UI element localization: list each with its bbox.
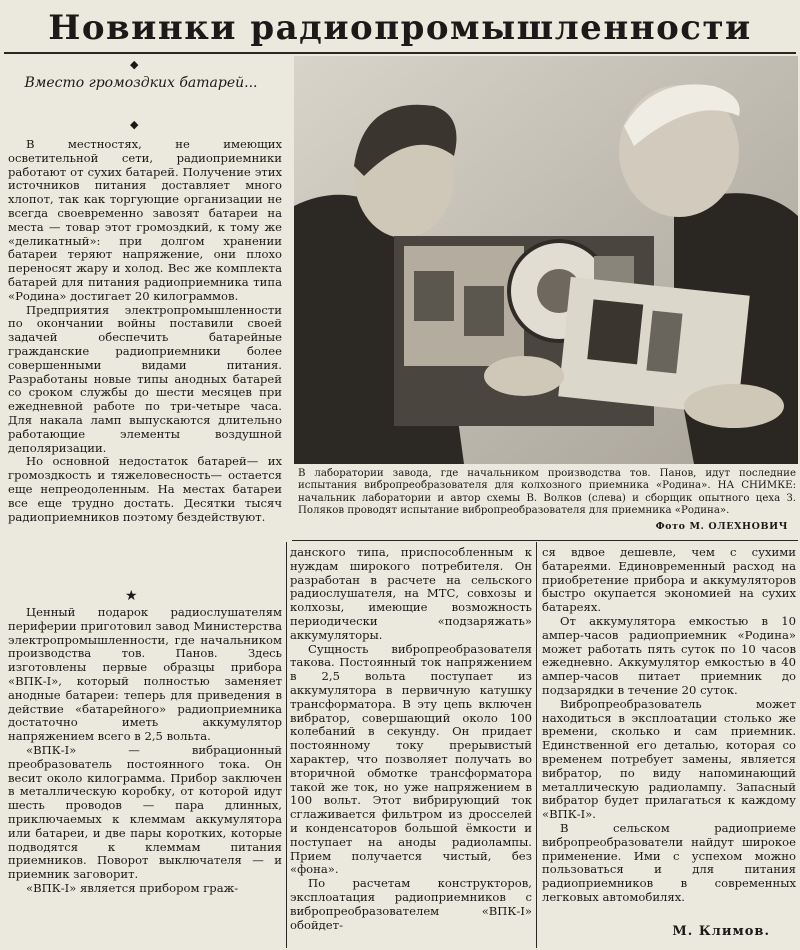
paragraph: Но основной недостаток батарей— их громоздкость и тяжеловесность— остается еще непреодоленным. На местах батареи все еще трудно достать. Десятки тысяч радиоприемников поэтому бездействуют. bbox=[8, 454, 282, 524]
diamond-ornament-top: ◆ bbox=[130, 58, 139, 71]
author-signature: М. Климов. bbox=[672, 924, 770, 939]
star-separator: ★ bbox=[125, 588, 138, 604]
right-column bbox=[542, 546, 796, 920]
column-rule-left bbox=[286, 542, 287, 948]
paragraph: «ВПК-I» является прибором граж- bbox=[26, 880, 239, 895]
paragraph: ся вдвое дешевле, чем с сухими батареями. Единовременный расход на приобретение прибора и аккумуляторов быстро окупается экономией на сухих батареях. bbox=[542, 546, 796, 615]
paragraph: По расчетам конструкторов, эксплоатация радиоприемников с вибропреобразователем «ВПК-I» обойдет- bbox=[290, 876, 532, 932]
top-rule bbox=[4, 52, 796, 54]
middle-column bbox=[290, 546, 532, 948]
paragraph: «ВПК-I» — вибрационный преобразователь постоянного тока. Он весит около килограмма. Прибор заключен в металлическую коробку, от которой идут шесть проводов — пара длинных, приключаемых к клеммам аккумулятора или батареи, и две пары коротких, которые подводятся к клеммам питания приемников. Поворот выключателя — и приемник заговорит. bbox=[8, 742, 282, 882]
photo-caption: В лаборатории завода, где начальником производства тов. Панов, идут последние испытания вибропреобразователя для колхозного приемника «Родина». НА СНИМКЕ: начальник лаборатории и автор схемы В. Волков (слева) и сборщик опытного цеха З. Поляков проводят испытание вибропреобразователя для приемника «Родина». bbox=[298, 468, 796, 517]
diamond-ornament-bottom: ◆ bbox=[130, 118, 139, 131]
left-column-top bbox=[8, 138, 282, 586]
article-headline: Новинки радиопромышленности bbox=[48, 8, 752, 48]
paragraph: Вибропреобразователь может находиться в эксплоатации столько же времени, сколько и сам приемник. Единственной его деталью, которая со временем потребует замены, является вибратор, по виду напоминающий металлическую радиолампу. Запасный вибратор будет прилагаться к каждому «ВПК-I». bbox=[542, 696, 796, 822]
paragraph: В местностях, не имеющих осветительной сети, радиоприемники работают от сухих батарей. Получение этих источников питания доставляет много хлопот, так как торгующие организации не всегда своевременно завозят батареи на места — товар этот громоздкий, к тому же «деликатный»: при долгом хранении батареи теряют напряжение, они плохо переносят жару и холод. Вес же комплекта батарей для питания радиоприемника типа «Родина» достигает 20 килограммов. bbox=[8, 138, 282, 303]
left-column-bottom bbox=[8, 606, 282, 948]
paragraph: данского типа, приспособленным к нуждам широкого потребителя. Он разработан в расчете на сельского радиослушателя, на МТС, совхозы и колхозы, имеющие возможность периодически «подзаряжать» аккумуляторы. bbox=[290, 546, 532, 642]
paragraph: Предприятия электропромышленности по окончании войны поставили своей задачей обеспечить батарейные гражданские радиоприемники более совершенными видами питания. Разработаны новые типы анодных батарей со сроком службы до шести месяцев при ежедневной работе по три-четыре часа. Для накала ламп выпускаются длительно работающие элементы воздушной деполяризации. bbox=[8, 302, 282, 455]
photo-illustration bbox=[294, 56, 798, 464]
paragraph: Сущность вибропреобразователя такова. Постоянный ток напряжением в 2,5 вольта поступает из аккумулятора в первичную катушку трансформатора. В эту цепь включен вибратор, совершающий около 100 колебаний в секунду. Он придает постоянному току прерывистый характер, что позволяет получать во вторичной обмотке трансформатора такой же ток, но уже напряжением в 100 вольт. Этот вибрирующий ток сглаживается фильтром из дросселей и конденсаторов большой ёмкости и поступает на аноды радиолампы. Прием получается чистый, без «фона». bbox=[290, 641, 532, 877]
paragraph: Ценный подарок радиослушателям периферии приготовил завод Министерства электропромышленности, где начальником производства тов. Панов. Здесь изготовлены первые образцы прибора «ВПК-I», который полностью заменяет анодные батареи: теперь для приведения в действие «батарейного» радиоприемника достаточно иметь аккумулятор напряжением всего в 2,5 вольта. bbox=[8, 606, 282, 744]
photo-credit: Фото М. ОЛЕХНОВИЧ bbox=[655, 521, 788, 532]
subheading: Вместо громоздких батарей... bbox=[24, 75, 258, 91]
caption-divider bbox=[292, 540, 798, 541]
column-rule-right bbox=[536, 542, 537, 948]
paragraph: От аккумулятора емкостью в 10 ампер-часов радиоприемник «Родина» может работать пять суток по 10 часов ежедневно. Аккумулятор емкостью в 40 ампер-часов питает приемник до подзарядки в течение 20 суток. bbox=[542, 613, 796, 697]
lab-photograph bbox=[294, 56, 798, 464]
paragraph: В сельском радиоприеме вибропреобразователи найдут широкое применение. Ими с успехом можно пользоваться и для питания радиоприемников в современных легковых автомобилях. bbox=[542, 820, 796, 904]
